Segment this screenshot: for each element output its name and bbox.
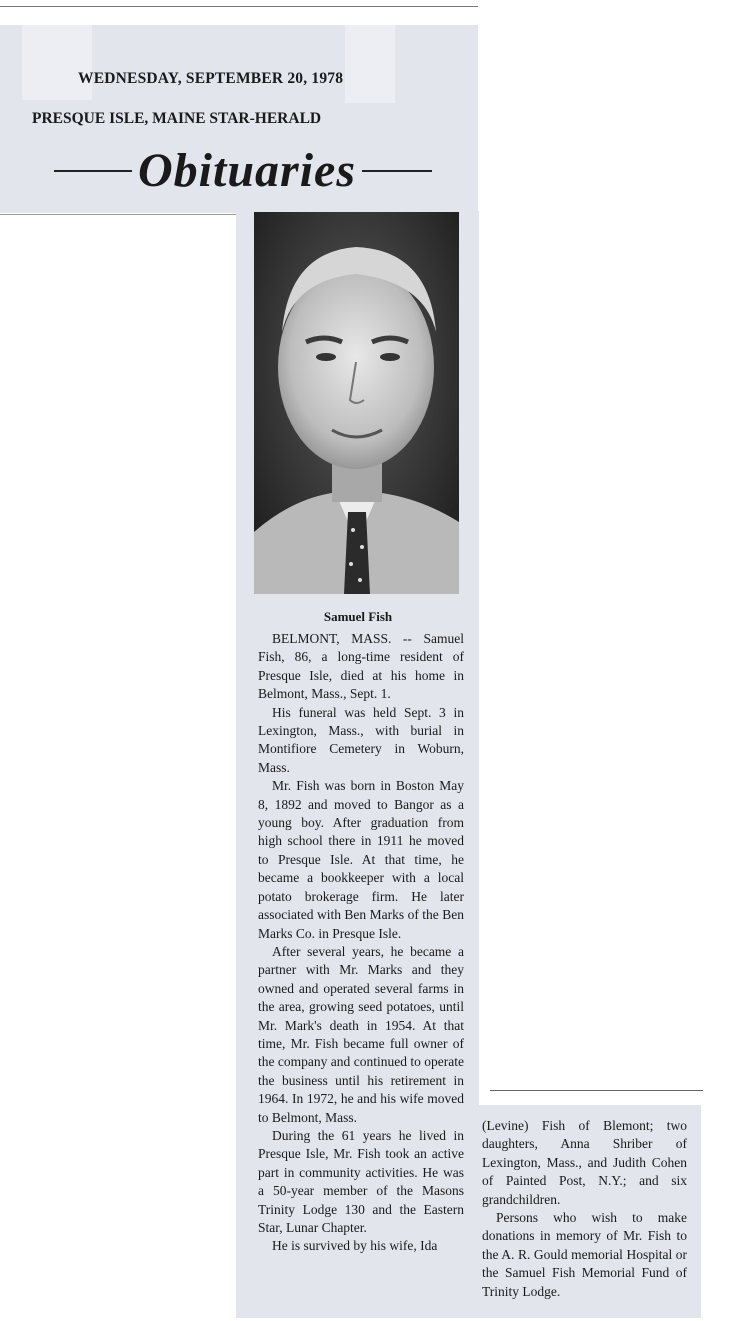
paragraph: During the 61 years he lived in Presque Isle, Mr. Fish took an active part in community activities. He was a 50-year member of the Masons Trinity Lodge 130 and the Eastern Star, Lunar Chapter. — [258, 1127, 464, 1235]
article-column-2 — [482, 1117, 687, 1301]
paragraph: Persons who wish to make donations in memory of Mr. Fish to the A. R. Gould memorial Hospital or the Samuel Fish Memorial Fund of Trinity Lodge. — [482, 1210, 687, 1299]
portrait-photo — [254, 212, 459, 594]
clipping-edge-line — [490, 1090, 703, 1091]
portrait-illustration — [254, 212, 459, 594]
paragraph: He is survived by his wife, Ida — [272, 1238, 438, 1254]
section-masthead — [28, 140, 458, 202]
paragraph: Mr. Fish was born in Boston May 8, 1892 and moved to Bangor as a young boy. After graduation from high school there in 1911 he moved to Presque Isle. At that time, he became a bookkeeper with a local potato brokerage firm. He later associated with Ben Marks of the Ben Marks Co. in Presque Isle. — [258, 778, 464, 941]
masthead-rule-right — [362, 170, 432, 172]
article-column-1 — [258, 630, 464, 1256]
paragraph: BELMONT, MASS. -- Samuel Fish, 86, a long-time resident of Presque Isle, died at his home in Belmont, Mass., Sept. 1. — [258, 631, 464, 702]
section-title: Obituaries — [137, 144, 357, 197]
tape-mark — [345, 25, 395, 103]
tape-mark — [22, 25, 92, 100]
clipping-edge-line — [0, 214, 236, 215]
newspaper-name: PRESQUE ISLE, MAINE STAR-HERALD — [32, 110, 322, 127]
paragraph: After several years, he became a partner with Mr. Marks and they owned and operated several farms in the area, growing seed potatoes, until Mr. Mark's death in 1954. At that time, Mr. Fish became full owner of the company and continued to operate the business until his retirement in 1964. In 1972, he and his wife moved to Belmont, Mass. — [258, 943, 464, 1125]
scan-edge-line — [0, 6, 478, 7]
photo-caption: Samuel Fish — [323, 609, 393, 624]
masthead-rule-left — [54, 170, 132, 172]
paragraph: His funeral was held Sept. 3 in Lexington, Mass., with burial in Montifiore Cemetery in Woburn, Mass. — [258, 704, 464, 775]
paragraph: (Levine) Fish of Blemont; two daughters, Anna Shriber of Lexington, Mass., and Judith Cohen of Painted Post, N.Y.; and six grandchildren. — [482, 1118, 687, 1207]
dateline: WEDNESDAY, SEPTEMBER 20, 1978 — [78, 70, 344, 87]
